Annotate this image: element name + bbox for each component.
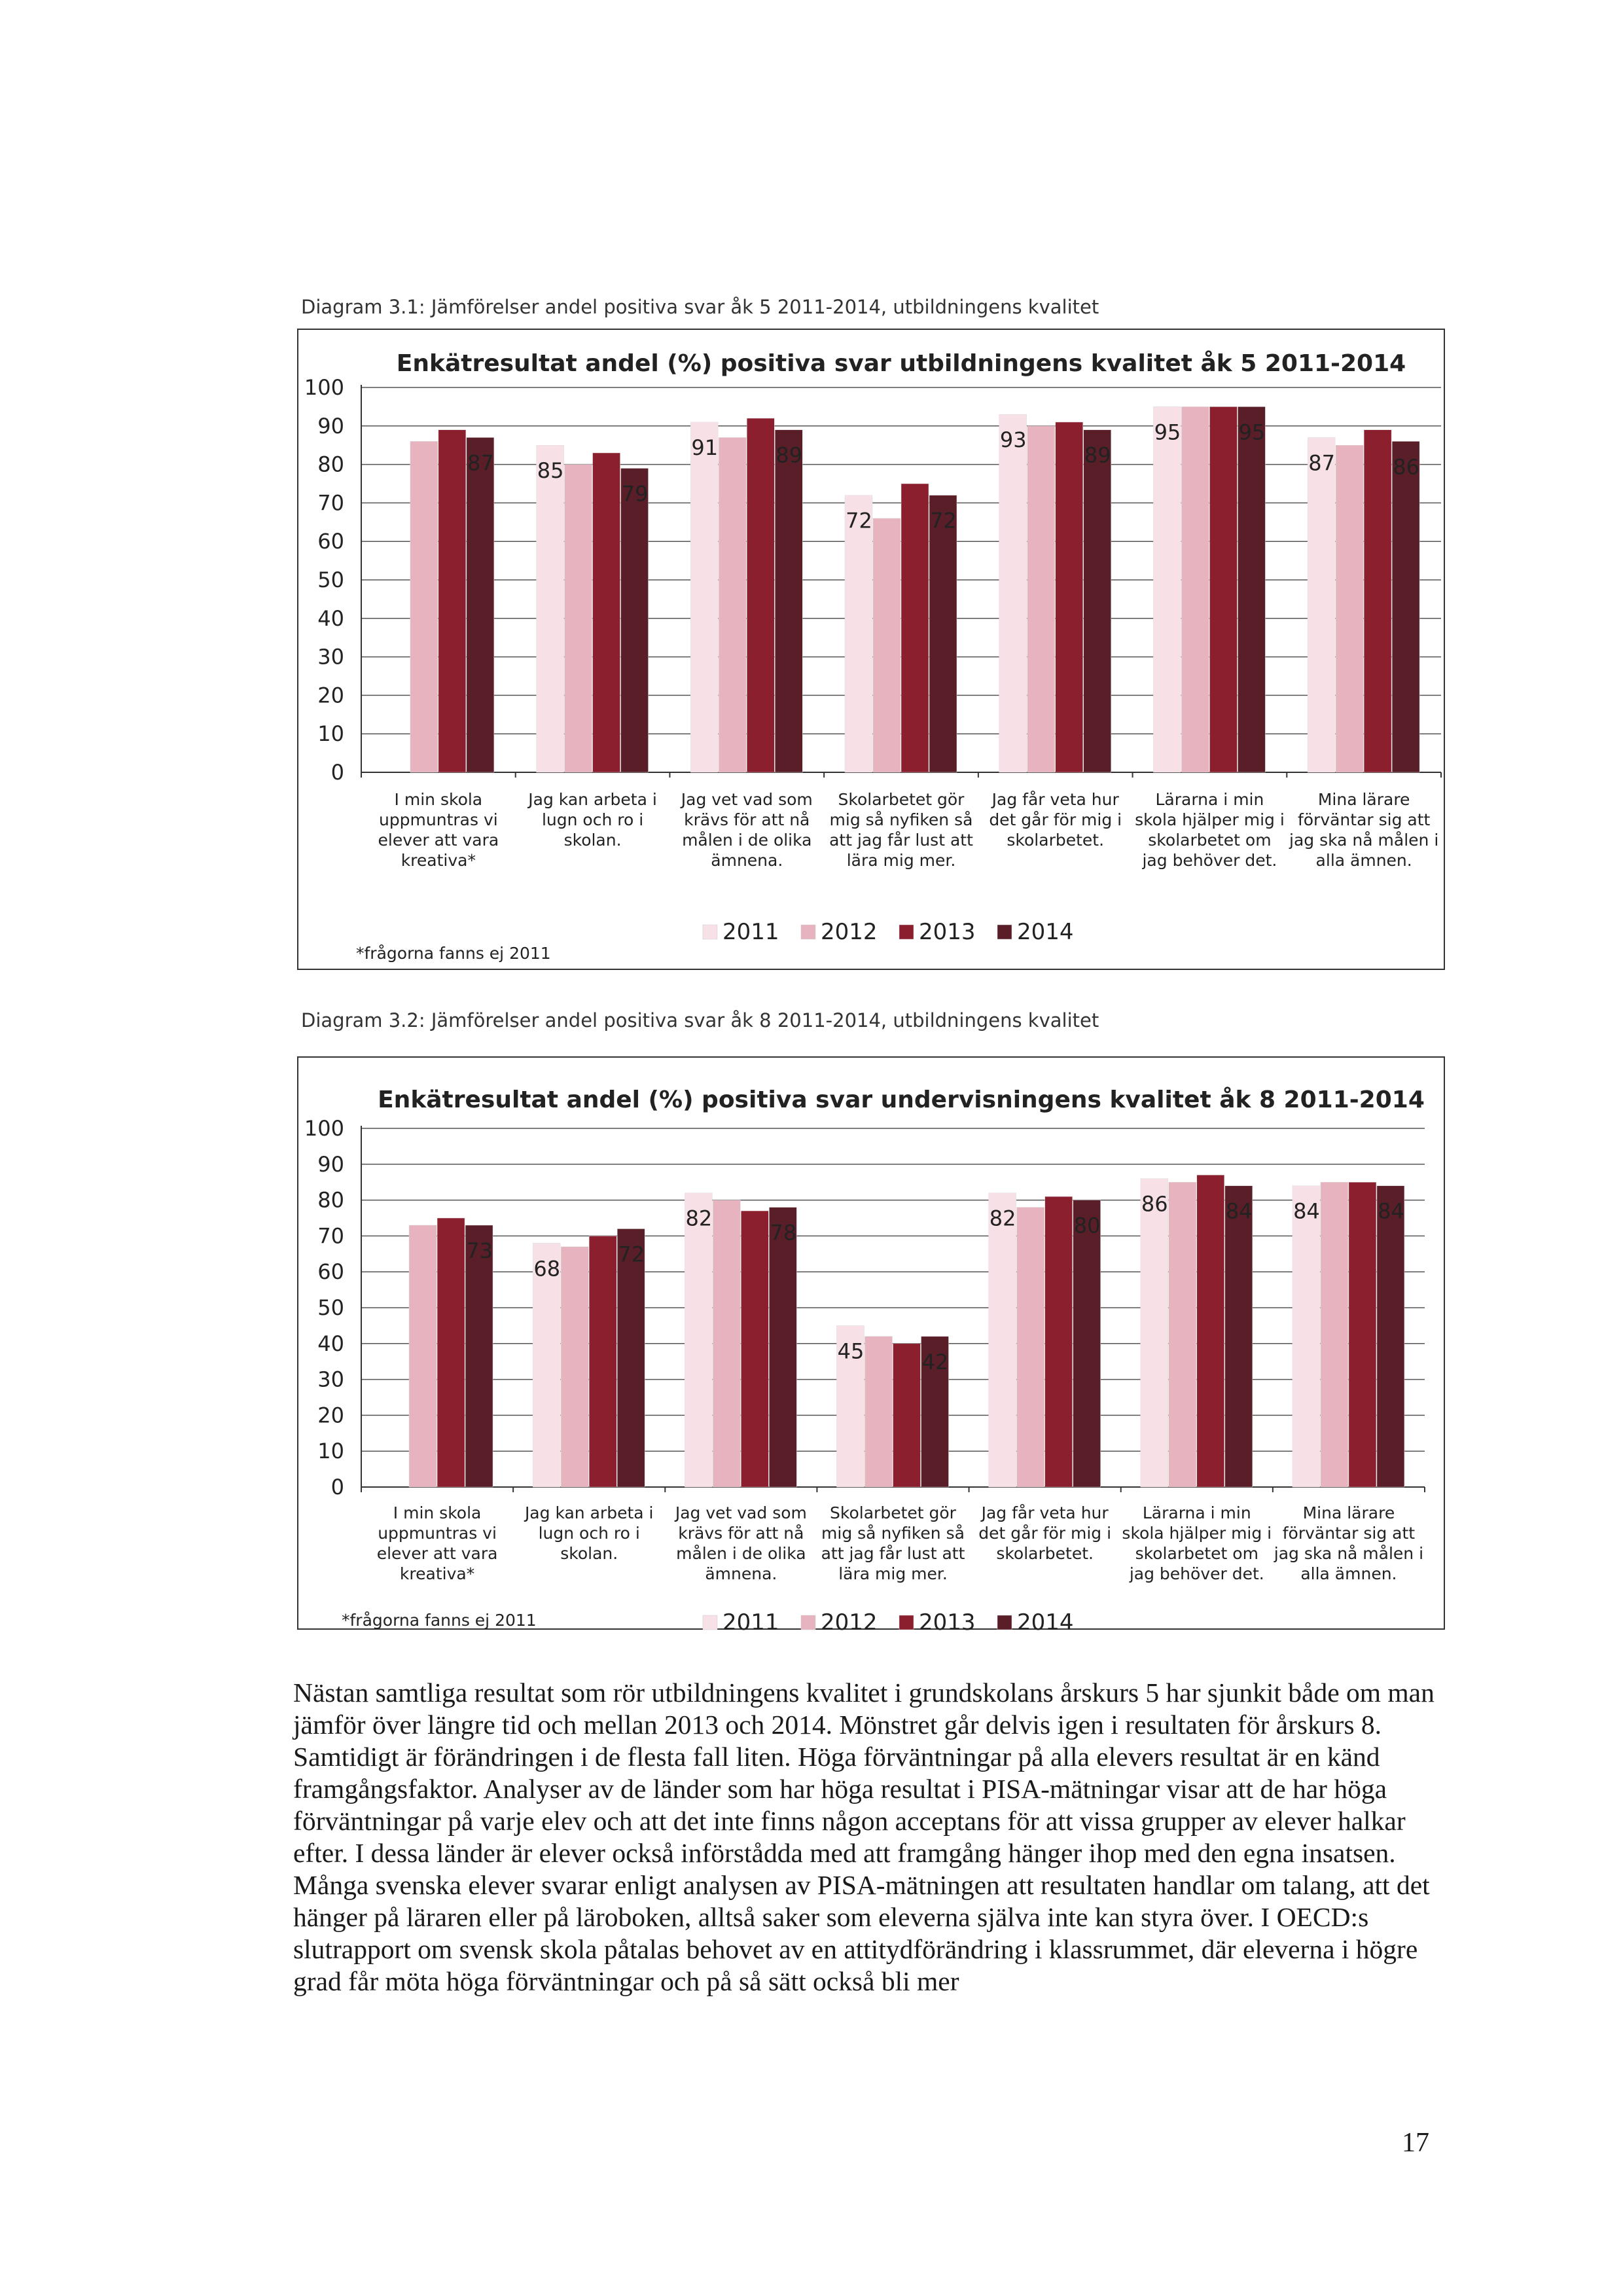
data-label: 79: [621, 481, 649, 507]
bar-2013: [1197, 1175, 1224, 1487]
category-label: mig så nyfiken så: [829, 810, 973, 829]
y-tick-label: 60: [317, 1259, 344, 1285]
category-label: förväntar sig att: [1297, 810, 1431, 829]
bar-2013: [901, 484, 929, 772]
category-label: elever att vara: [378, 831, 499, 850]
category-label: Jag vet vad som: [681, 790, 813, 809]
category-label: jag ska nå målen i: [1289, 831, 1439, 850]
category-label: lära mig mer.: [846, 851, 956, 870]
y-tick-label: 0: [330, 1475, 344, 1499]
data-label: 45: [837, 1338, 865, 1364]
category-label: Skolarbetet gör: [838, 790, 965, 809]
bar-2013: [893, 1344, 921, 1487]
category-label: skolarbetet.: [996, 1544, 1094, 1563]
legend-swatch-2011: [703, 925, 717, 939]
legend-swatch-2013: [899, 925, 914, 939]
y-tick-label: 30: [317, 644, 344, 670]
bar-2012: [873, 518, 901, 772]
category-label: alla ämnen.: [1300, 1564, 1397, 1583]
legend-label: 2012: [821, 919, 878, 945]
legend-label: 2014: [1017, 919, 1074, 945]
y-tick-label: 20: [317, 1403, 344, 1428]
bar-2012: [1017, 1208, 1044, 1487]
chart-title: Enkätresultat andel (%) positiva svar utbildningens kvalitet åk 5 2011-2014: [396, 350, 1406, 377]
data-label: 82: [685, 1206, 713, 1231]
data-label: 84: [1293, 1198, 1320, 1224]
category-label: Jag vet vad som: [675, 1503, 807, 1522]
category-label: målen i de olika: [682, 831, 812, 850]
legend-swatch-2013: [899, 1615, 914, 1630]
data-label: 95: [1154, 420, 1181, 445]
y-tick-label: 50: [317, 1295, 344, 1320]
bar-2011: [845, 495, 872, 772]
category-label: lugn och ro i: [541, 810, 644, 829]
diagram-caption-1: Diagram 3.1: Jämförelser andel positiva svar åk 5 2011-2014, utbildningens kvalitet: [301, 296, 1099, 318]
y-tick-label: 30: [317, 1367, 344, 1392]
legend-label: 2013: [919, 1609, 976, 1636]
category-label: lära mig mer.: [838, 1564, 948, 1583]
bar-2011: [989, 1193, 1016, 1487]
bar-2014: [467, 437, 494, 772]
bar-2013: [593, 453, 620, 772]
y-tick-label: 70: [317, 490, 344, 516]
bar-2012: [410, 441, 438, 772]
bar-2011: [999, 414, 1027, 772]
category-label: att jag får lust att: [829, 831, 973, 850]
bar-2012: [1321, 1182, 1348, 1487]
bar-2014: [775, 430, 802, 772]
data-label: 89: [776, 442, 803, 468]
y-tick-label: 100: [304, 1116, 344, 1141]
bar-2013: [1045, 1196, 1073, 1487]
legend-swatch-2012: [801, 1615, 815, 1630]
category-label: jag behöver det.: [1129, 1564, 1264, 1583]
legend-label: 2014: [1017, 1609, 1074, 1636]
category-label: krävs för att nå: [678, 1524, 804, 1543]
bar-2012: [1336, 445, 1363, 772]
bar-2014: [1238, 406, 1265, 772]
data-label: 86: [1393, 454, 1420, 480]
data-label: 42: [921, 1349, 949, 1374]
page-number: 17: [1402, 2128, 1429, 2158]
y-tick-label: 90: [317, 1151, 344, 1177]
footnote: *frågorna fanns ej 2011: [342, 1611, 537, 1630]
legend-swatch-2011: [703, 1615, 717, 1630]
bar-2012: [565, 465, 592, 772]
data-label: 73: [466, 1238, 493, 1263]
category-label: mig så nyfiken så: [821, 1524, 965, 1543]
category-label: Jag får veta hur: [981, 1503, 1109, 1522]
bar-2013: [437, 1218, 465, 1487]
bar-2011: [690, 422, 718, 772]
bar-2011: [1141, 1179, 1168, 1487]
bar-2012: [1169, 1182, 1196, 1487]
bar-2013: [1056, 422, 1083, 772]
data-label: 91: [691, 435, 719, 460]
bar-2014: [1225, 1186, 1253, 1487]
category-label: kreativa*: [399, 1564, 475, 1583]
data-label: 72: [618, 1242, 645, 1267]
category-label: ämnena.: [711, 851, 783, 870]
data-label: 78: [770, 1220, 797, 1246]
category-label: ämnena.: [705, 1564, 777, 1583]
bar-2014: [1392, 441, 1419, 772]
y-tick-label: 10: [317, 1439, 344, 1464]
data-label: 68: [533, 1256, 561, 1282]
category-label: skolan.: [563, 831, 622, 850]
y-tick-label: 100: [304, 375, 344, 400]
category-label: Jag kan arbeta i: [528, 790, 657, 809]
y-tick-label: 80: [317, 452, 344, 477]
category-label: elever att vara: [376, 1544, 498, 1563]
y-tick-label: 50: [317, 567, 344, 592]
category-label: skola hjälper mig i: [1135, 810, 1285, 829]
bar-2011: [1153, 406, 1181, 772]
category-label: I min skola: [394, 790, 483, 809]
bar-2011: [1293, 1186, 1320, 1487]
data-label: 87: [467, 450, 494, 476]
bar-2013: [1209, 406, 1237, 772]
category-label: det går för mig i: [989, 810, 1122, 829]
legend-label: 2013: [919, 919, 976, 945]
bar-2013: [741, 1211, 768, 1487]
category-label: Mina lärare: [1302, 1503, 1395, 1522]
category-label: att jag får lust att: [821, 1544, 965, 1563]
y-tick-label: 40: [317, 1331, 344, 1356]
category-label: Skolarbetet gör: [830, 1503, 956, 1522]
data-label: 87: [1308, 450, 1336, 476]
category-label: Jag får veta hur: [991, 790, 1119, 809]
category-label: krävs för att nå: [684, 810, 810, 829]
category-label: Lärarna i min: [1155, 790, 1264, 809]
bar-2012: [719, 437, 746, 772]
category-label: det går för mig i: [978, 1524, 1112, 1543]
category-label: jag behöver det.: [1142, 851, 1277, 870]
data-label: 86: [1141, 1191, 1168, 1217]
y-tick-label: 20: [317, 683, 344, 708]
data-label: 85: [537, 458, 564, 484]
data-label: 80: [1073, 1213, 1101, 1238]
bar-2013: [1349, 1182, 1376, 1487]
bar-chart-ak8: [296, 1055, 1448, 1644]
legend-label: 2012: [821, 1609, 878, 1636]
data-label: 72: [846, 508, 872, 533]
data-label: 89: [1084, 442, 1111, 468]
bar-2014: [1084, 430, 1111, 772]
y-tick-label: 40: [317, 605, 344, 631]
legend-label: 2011: [722, 919, 779, 945]
y-tick-label: 10: [317, 721, 344, 747]
y-tick-label: 60: [317, 529, 344, 554]
footnote: *frågorna fanns ej 2011: [356, 944, 551, 963]
bar-2014: [929, 495, 957, 772]
category-label: Jag kan arbeta i: [524, 1503, 654, 1522]
legend-swatch-2012: [801, 925, 815, 939]
category-label: skolan.: [560, 1544, 618, 1563]
category-label: jag ska nå målen i: [1274, 1544, 1424, 1563]
bar-2014: [1377, 1186, 1404, 1487]
category-label: Mina lärare: [1317, 790, 1410, 809]
y-tick-label: 0: [330, 760, 344, 785]
bar-2011: [537, 445, 564, 772]
y-tick-label: 70: [317, 1223, 344, 1249]
legend-label: 2011: [722, 1609, 779, 1636]
data-label: 72: [930, 508, 957, 533]
diagram-caption-2: Diagram 3.2: Jämförelser andel positiva svar åk 8 2011-2014, utbildningens kvalitet: [301, 1009, 1099, 1031]
bar-2012: [1181, 406, 1209, 772]
category-label: målen i de olika: [676, 1544, 806, 1563]
data-label: 95: [1238, 420, 1266, 445]
category-label: Lärarna i min: [1142, 1503, 1251, 1522]
category-label: alla ämnen.: [1315, 851, 1412, 870]
bar-2014: [769, 1208, 796, 1487]
chart-title: Enkätresultat andel (%) positiva svar undervisningens kvalitet åk 8 2011-2014: [378, 1086, 1425, 1113]
legend-swatch-2014: [997, 1615, 1012, 1630]
y-tick-label: 80: [317, 1187, 344, 1213]
legend-swatch-2014: [997, 925, 1012, 939]
bar-2011: [1308, 437, 1335, 772]
category-label: I min skola: [393, 1503, 482, 1522]
category-label: lugn och ro i: [538, 1524, 640, 1543]
bar-2014: [1073, 1200, 1101, 1487]
bar-2012: [713, 1200, 740, 1487]
bar-2014: [465, 1225, 493, 1487]
bar-chart-ak5: [296, 327, 1448, 982]
category-label: skolarbetet.: [1007, 831, 1105, 850]
category-label: uppmuntras vi: [378, 1524, 497, 1543]
y-tick-label: 90: [317, 413, 344, 439]
category-label: kreativa*: [401, 851, 476, 870]
data-label: 93: [999, 427, 1027, 453]
bar-2012: [561, 1247, 588, 1487]
bar-2011: [685, 1193, 712, 1487]
data-label: 84: [1378, 1198, 1404, 1224]
bar-2013: [438, 430, 466, 772]
bar-2013: [589, 1236, 616, 1487]
category-label: förväntar sig att: [1282, 1524, 1416, 1543]
bar-2013: [747, 418, 774, 772]
category-label: skolarbetet om: [1148, 831, 1272, 850]
category-label: uppmuntras vi: [378, 810, 498, 829]
bar-2014: [621, 468, 649, 772]
bar-2012: [409, 1225, 437, 1487]
bar-2013: [1364, 430, 1391, 772]
bar-2012: [865, 1336, 893, 1487]
bar-2014: [617, 1229, 645, 1487]
data-label: 84: [1225, 1198, 1253, 1224]
category-label: skolarbetet om: [1135, 1544, 1258, 1563]
body-paragraph: Nästan samtliga resultat som rör utbildningens kvalitet i grundskolans årskurs 5 har sjunkit både om man jämför över längre tid och mellan 2013 och 2014. Mönstret går delvis igen i resultaten för årskurs 8. Samtidigt är förändringen i de flesta fall liten. Höga förväntningar på alla elevers resultat är en känd framgångsfaktor. Analyser av de länder som har höga resultat i PISA-mätningar visar att de har höga förväntningar på varje elev och att det inte finns någon acceptans för att vissa grupper av elever halkar efter. I dessa länder är elever också införstådda med att framgång hänger ihop med den egna insatsen. Många svenska elever svarar enligt analysen av PISA-mätningen att resultaten handlar om talang, att det hänger på läraren eller på läroboken, alltså saker som eleverna själva inte kan styra över. I OECD:s slutrapport om svensk skola påtalas behovet av en attitydförändring i klassrummet, där eleverna i högre grad får möta höga förväntningar och på så sätt också bli mer: [293, 1677, 1435, 1996]
data-label: 82: [989, 1206, 1016, 1231]
category-label: skola hjälper mig i: [1122, 1524, 1272, 1543]
bar-2012: [1027, 426, 1055, 772]
